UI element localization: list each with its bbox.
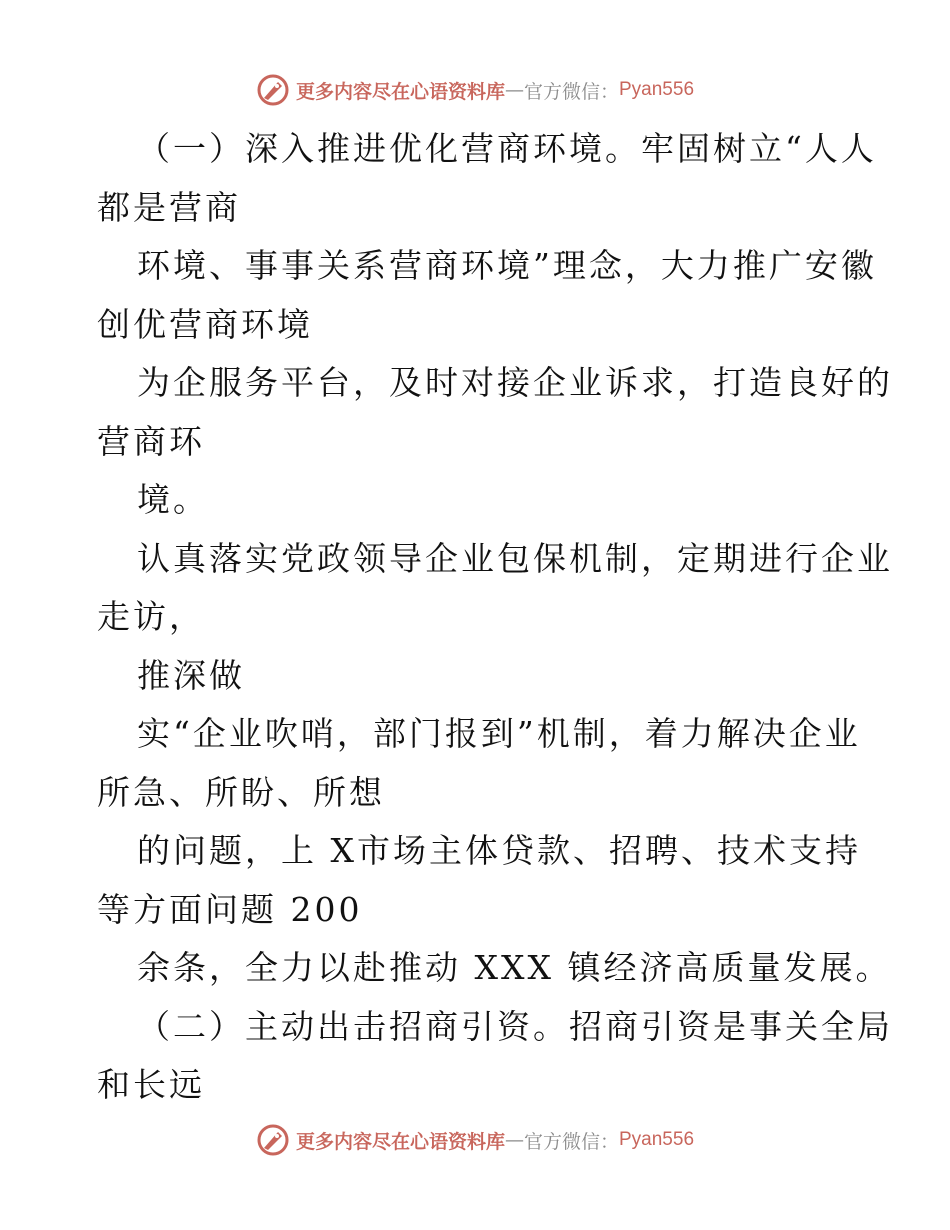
text-line: （二）主动出击招商引资。招商引资是事关全局 xyxy=(137,1006,893,1046)
text-line: 认真落实党政领导企业包保机制，定期进行企业 xyxy=(137,538,893,578)
text-line: 环境、事事关系营商环境”理念，大力推广安徽 xyxy=(137,246,877,285)
footer-watermark-banner xyxy=(0,1120,950,1160)
text-line: 为企服务平台，及时对接企业诉求，打造良好的 xyxy=(137,363,893,402)
banner-main-text: 更多内容尽在心语资料库 xyxy=(295,1130,505,1153)
text-line: 所急、所盼、所想 xyxy=(97,772,385,812)
pen-nib-logo-icon xyxy=(256,73,290,107)
text-line: （一）深入推进优化营商环境。牢固树立“人人 xyxy=(137,129,877,168)
header-watermark-banner xyxy=(0,70,950,110)
text-line: 营商环 xyxy=(97,421,205,461)
text-line: 实“企业吹哨，部门报到”机制，着力解决企业 xyxy=(137,714,861,753)
text-line: 等方面问题 200 xyxy=(97,889,363,929)
banner-main-text: 更多内容尽在心语资料库 xyxy=(295,80,505,103)
text-line: 余条，全力以赴推动 XXX 镇经济高质量发展。 xyxy=(137,948,892,987)
text-line: 境。 xyxy=(137,480,209,519)
banner-sub-text: 官方微信： xyxy=(523,1130,619,1153)
text-line: 走访， xyxy=(97,597,205,636)
banner-id-text: Pyan556 xyxy=(619,79,695,100)
text-line: 和长远 xyxy=(97,1065,205,1104)
text-line: 都是营商 xyxy=(97,187,241,227)
banner-sub-text: 官方微信： xyxy=(523,80,619,103)
document-body xyxy=(97,120,893,1115)
text-line: 的问题，上 X市场主体贷款、招聘、技术支持 xyxy=(137,831,861,870)
text-line: 创优营商环境 xyxy=(97,304,313,344)
banner-separator: — xyxy=(504,1129,524,1151)
text-line: 推深做 xyxy=(137,655,245,695)
pen-nib-logo-icon xyxy=(256,1123,290,1157)
banner-separator: — xyxy=(504,79,524,101)
banner-id-text: Pyan556 xyxy=(619,1129,695,1150)
